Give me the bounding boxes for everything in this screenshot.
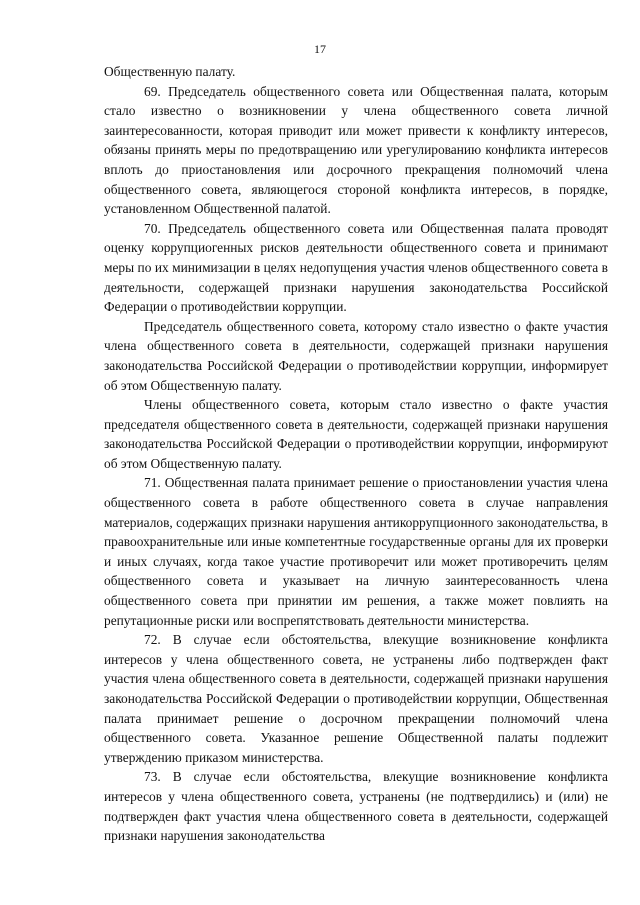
paragraph-73: 73. В случае если обстоятельства, влекущие возникновение конфликта интересов у члена общественного совета, устранены (не подтвердились) и (или) не подтвержден факт участия члена общественного совета в деятельности, содержащей признаки нарушения законодательства xyxy=(104,769,608,844)
paragraph-continuation: Общественную палату. xyxy=(104,64,236,79)
paragraph-72: 72. В случае если обстоятельства, влекущие возникновение конфликта интересов у члена общественного совета, не устранены либо подтвержден факт участия члена общественного совета в деятельности, содержащей признаки нарушения законодательства Российской Федерации о противодействии коррупции, Общественная палата принимает решение о досрочном прекращении полномочий члена общественного совета. Указанное решение Общественной палаты подлежит утверждению приказом министерства. xyxy=(104,632,608,765)
paragraph-70-chair-duty: Председатель общественного совета, которому стало известно о факте участия члена общественного совета в деятельности, содержащей признаки нарушения законодательства Российской Федерации о противодействии коррупции, информирует об этом Общественную палату. xyxy=(104,318,608,393)
paragraph-70-members-duty: Члены общественного совета, которым стало известно о факте участия председателя общественного совета в деятельности, содержащей признаки нарушения законодательства Российской Федерации о противодействии коррупции, информируют об этом Общественную палату. xyxy=(104,397,608,471)
paragraph-71: 71. Общественная палата принимает решение о приостановлении участия члена общественного совета в работе общественного совета в случае направления материалов, содержащих признаки нарушения антикоррупционного законодательства, в правоохранительные или иные компетентные государственные органы для их проверки и иных случаях, когда такое участие противоречит или может противоречить целям общественного совета и указывает на личную заинтересованность члена общественного совета при принятии им решения, а также может повлиять на репутационные риски или воспрепятствовать деятельности министерства. xyxy=(104,475,608,628)
paragraph-69: 69. Председатель общественного совета или Общественная палата, которым стало известно о возникновении у члена общественного совета личной заинтересованности, которая приводит или может привести к конфликту интересов, обязаны принять меры по предотвращению или урегулированию конфликта интересов вплоть до приостановления или досрочного прекращения полномочий члена общественного совета, являющегося стороной конфликта интересов, в порядке, установленном Общественной палатой. xyxy=(104,83,608,217)
paragraph-70: 70. Председатель общественного совета или Общественная палата проводят оценку коррупциогенных рисков деятельности общественного совета и принимают меры по их минимизации в целях недопущения участия членов общественного совета в деятельности, содержащей признаки нарушения законодательства Российской Федерации о противодействии коррупции. xyxy=(104,220,608,315)
document-body xyxy=(104,62,608,846)
page-number: 17 xyxy=(314,42,326,56)
